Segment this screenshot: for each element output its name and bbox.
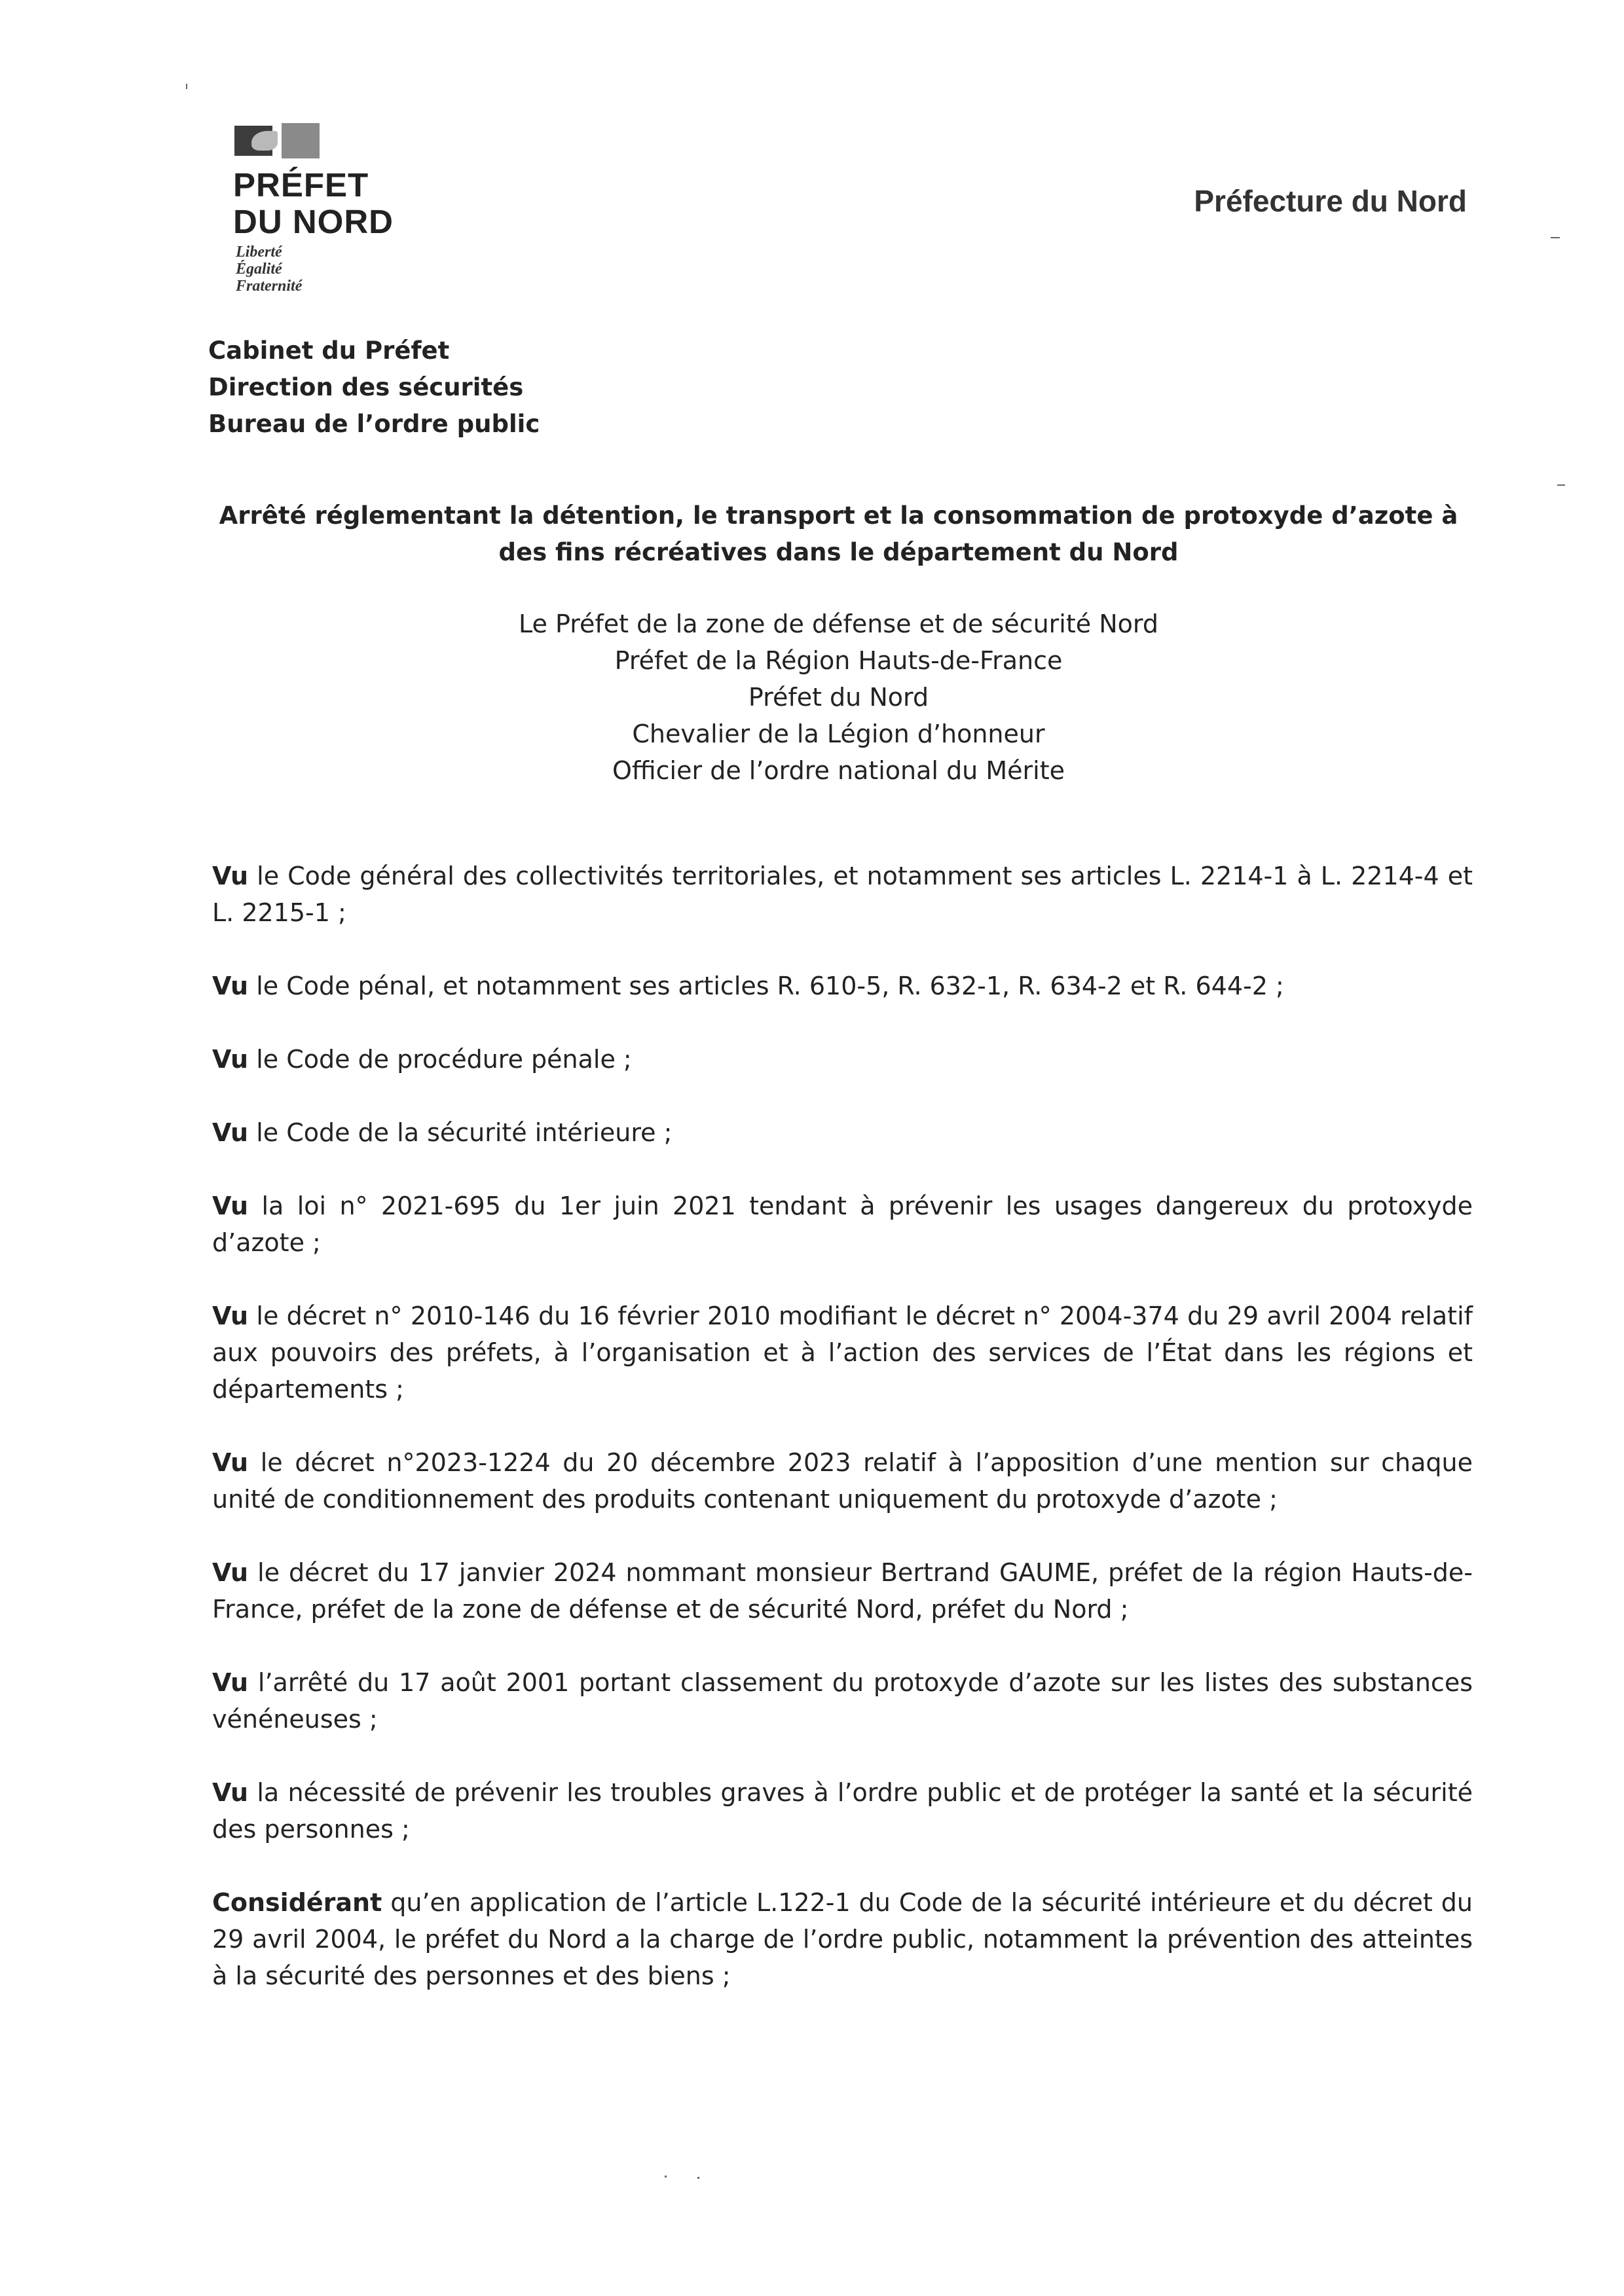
considerant-text: qu’en application de l’article L.122-1 du Code de la sécurité intérieure et du décret du 29 avril 2004, le préfet du Nord a la charge de l’ordre public, notamment la prévention des atteintes à la sécurité des personnes et des biens ; — [212, 1888, 1473, 1990]
visa-paragraph — [212, 1444, 1473, 1518]
visa-lead: Vu — [212, 1668, 249, 1697]
visa-text: le Code général des collectivités territoriales, et notamment ses articles L. 2214-1 à L. 2214-4 et L. 2215-1 ; — [212, 862, 1473, 927]
visa-lead: Vu — [212, 1118, 249, 1147]
visa-text: le Code pénal, et notamment ses articles R. 610-5, R. 632-1, R. 634-2 et R. 644-2 ; — [248, 972, 1284, 1000]
marianne-profile-icon — [251, 131, 278, 151]
motto-egalite: Égalité — [236, 261, 282, 278]
republic-motto — [236, 244, 302, 295]
motto-fraternite: Fraternité — [236, 278, 303, 295]
logo-title-line-2: DU NORD — [233, 203, 394, 240]
considerant-lead: Considérant — [212, 1888, 382, 1917]
service-direction: Direction des sécurités — [208, 373, 524, 401]
authority-line: Le Préfet de la zone de défense et de sécurité Nord — [519, 610, 1158, 638]
scan-mark — [186, 84, 187, 89]
visa-text: le décret n°2023-1224 du 20 décembre 2023 relatif à l’apposition d’une mention sur chaque unité de conditionnement des produits contenant uniquement du protoxyde d’azote ; — [212, 1448, 1473, 1514]
visa-paragraph — [212, 858, 1473, 931]
considerant-paragraph — [212, 1884, 1473, 1994]
service-bureau: Bureau de l’ordre public — [208, 410, 540, 438]
visa-text: l’arrêté du 17 août 2001 portant classement du protoxyde d’azote sur les listes des substances vénéneuses ; — [212, 1668, 1473, 1734]
visa-lead: Vu — [212, 1558, 249, 1587]
visa-paragraph — [212, 1298, 1473, 1408]
visa-text: la nécessité de prévenir les troubles graves à l’ordre public et de protéger la santé et la sécurité des personnes ; — [212, 1778, 1473, 1844]
visa-text: le Code de la sécurité intérieure ; — [248, 1118, 673, 1147]
visa-lead: Vu — [212, 1045, 249, 1074]
visa-lead: Vu — [212, 1192, 249, 1220]
visa-text: le décret du 17 janvier 2024 nommant monsieur Bertrand GAUME, préfet de la région Hauts-de-France, préfet de la zone de défense et de sécurité Nord, préfet du Nord ; — [212, 1558, 1473, 1624]
visa-paragraph — [212, 1188, 1473, 1261]
visa-text: le décret n° 2010-146 du 16 février 2010 modifiant le décret n° 2004-374 du 29 avril 2004 relatif aux pouvoirs des préfets, à l’organisation et à l’action des services de l’État dans les régions et départements ; — [212, 1302, 1473, 1404]
visa-lead: Vu — [212, 972, 249, 1000]
scan-mark — [1551, 237, 1560, 238]
authority-line: Préfet du Nord — [748, 683, 929, 712]
visa-paragraph — [212, 1041, 1473, 1078]
scan-mark — [665, 2176, 667, 2178]
flag-red-band — [282, 123, 320, 158]
authority-line: Chevalier de la Légion d’honneur — [632, 720, 1045, 748]
visa-text: la loi n° 2021-695 du 1er juin 2021 tendant à prévenir les usages dangereux du protoxyde d’azote ; — [212, 1192, 1473, 1257]
visa-text: le Code de procédure pénale ; — [248, 1045, 632, 1074]
marianne-logo — [234, 123, 321, 158]
visa-paragraph — [212, 1774, 1473, 1848]
authority-line: Préfet de la Région Hauts-de-France — [614, 646, 1063, 675]
issuing-service — [208, 333, 540, 443]
logo-title-line-1: PRÉFET — [233, 166, 369, 204]
visa-lead: Vu — [212, 1448, 249, 1477]
authority-block — [208, 606, 1469, 789]
visa-paragraph — [212, 968, 1473, 1004]
scan-mark — [1557, 484, 1565, 486]
visa-lead: Vu — [212, 1302, 249, 1330]
prefecture-heading: Préfecture du Nord — [1194, 184, 1467, 218]
visa-lead: Vu — [212, 1778, 249, 1807]
visa-paragraph — [212, 1114, 1473, 1151]
visa-lead: Vu — [212, 862, 249, 890]
logo-title — [233, 167, 394, 240]
authority-line: Officier de l’ordre national du Mérite — [612, 756, 1065, 785]
visa-paragraph — [212, 1664, 1473, 1738]
motto-liberte: Liberté — [236, 244, 282, 261]
arrete-title: Arrêté réglementant la détention, le transport et la consommation de protoxyde d’azote à des fins récréatives dans le département du Nord — [219, 501, 1458, 566]
scan-mark — [697, 2177, 699, 2179]
service-cabinet: Cabinet du Préfet — [208, 337, 450, 365]
visa-paragraph — [212, 1554, 1473, 1628]
visas-list — [212, 858, 1473, 2031]
